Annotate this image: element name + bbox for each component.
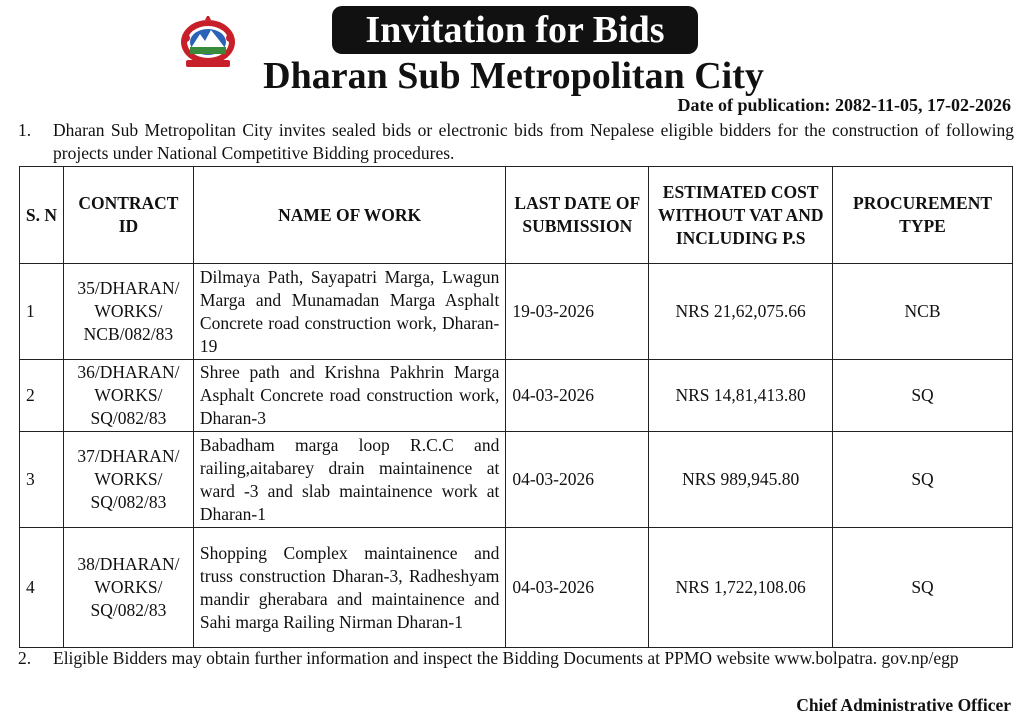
paragraph-text: Eligible Bidders may obtain further information and inspect the Bidding Documents at PPMO website www.bolpatra. gov.np/egp [53, 648, 959, 668]
cell-contract-id: 37/DHARAN/ WORKS/ SQ/082/83 [63, 432, 193, 528]
cell-estimated-cost: NRS 21,62,075.66 [649, 264, 833, 360]
cell-last-date: 04-03-2026 [506, 432, 649, 528]
table-row [20, 360, 1013, 432]
signatory-title: Chief Administrative Officer [796, 695, 1011, 715]
page-title-banner: Invitation for Bids [332, 6, 698, 54]
cell-last-date: 19-03-2026 [506, 264, 649, 360]
cell-procurement-type: NCB [833, 264, 1013, 360]
cell-name-of-work: Shopping Complex maintainence and truss construction Dharan-3, Radheshyam mandir gherabara and maintainence and Sahi marga Railing Nirman Dharan-1 [193, 528, 505, 648]
cell-name-of-work: Shree path and Krishna Pakhrin Marga Asphalt Concrete road construction work, Dharan-3 [193, 360, 505, 432]
paragraph-number: 2. [18, 648, 32, 668]
column-header-sn: S. N [20, 167, 64, 264]
cell-contract-id: 35/DHARAN/ WORKS/ NCB/082/83 [63, 264, 193, 360]
cell-contract-id: 36/DHARAN/ WORKS/ SQ/082/83 [63, 360, 193, 432]
cell-name-of-work: Babadham marga loop R.C.C and railing,aitabarey drain maintainence at ward -3 and slab maintainence work at Dharan-1 [193, 432, 505, 528]
cell-sn: 4 [20, 528, 64, 648]
table-row [20, 264, 1013, 360]
table-row [20, 432, 1013, 528]
organization-name: Dharan Sub Metropolitan City [263, 55, 764, 97]
cell-sn: 3 [20, 432, 64, 528]
cell-procurement-type: SQ [833, 360, 1013, 432]
cell-last-date: 04-03-2026 [506, 360, 649, 432]
table-header-row [20, 167, 1013, 264]
column-header-last-date: LAST DATE OF SUBMISSION [506, 167, 649, 264]
cell-last-date: 04-03-2026 [506, 528, 649, 648]
table-row [20, 528, 1013, 648]
paragraph-text: Dharan Sub Metropolitan City invites sealed bids or electronic bids from Nepalese eligible bidders for the construction of following projects under National Competitive Bidding procedures. [53, 120, 1014, 163]
cell-procurement-type: SQ [833, 432, 1013, 528]
cell-estimated-cost: NRS 1,722,108.06 [649, 528, 833, 648]
cell-contract-id: 38/DHARAN/ WORKS/ SQ/082/83 [63, 528, 193, 648]
cell-sn: 2 [20, 360, 64, 432]
intro-paragraph [18, 119, 1014, 165]
paragraph-number: 1. [18, 120, 32, 140]
cell-name-of-work: Dilmaya Path, Sayapatri Marga, Lwagun Marga and Munamadan Marga Asphalt Concrete road construction work, Dharan-19 [193, 264, 505, 360]
cell-estimated-cost: NRS 14,81,413.80 [649, 360, 833, 432]
info-paragraph [18, 647, 1014, 670]
column-header-name-of-work: NAME OF WORK [193, 167, 505, 264]
cell-estimated-cost: NRS 989,945.80 [649, 432, 833, 528]
column-header-procurement-type: PROCUREMENT TYPE [833, 167, 1013, 264]
cell-sn: 1 [20, 264, 64, 360]
cell-procurement-type: SQ [833, 528, 1013, 648]
bids-table [19, 166, 1013, 648]
column-header-estimated-cost: ESTIMATED COST WITHOUT VAT AND INCLUDING P.S [649, 167, 833, 264]
publication-date: Date of publication: 2082-11-05, 17-02-2026 [677, 95, 1011, 115]
column-header-contract-id: CONTRACT ID [63, 167, 193, 264]
